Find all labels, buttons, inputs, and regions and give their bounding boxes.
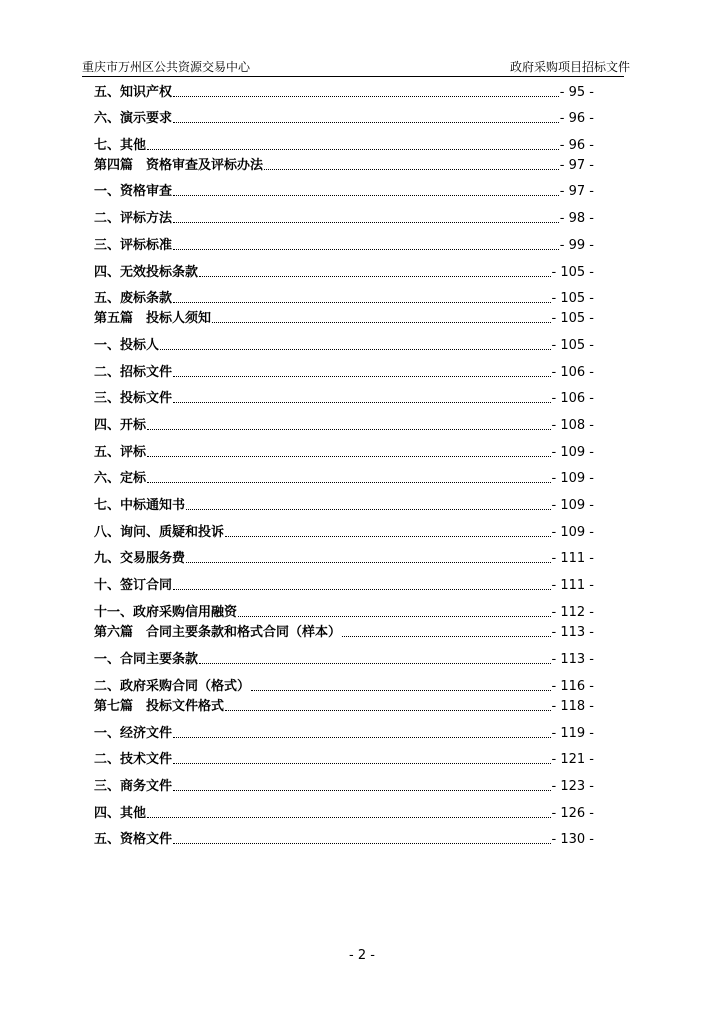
toc-entry-title: 一、合同主要条款 [94,652,199,667]
toc-leader-dots [199,663,551,664]
toc-entry[interactable] [94,338,594,354]
toc-entry[interactable] [94,238,594,254]
toc-entry-title: 第七篇 投标文件格式 [94,699,225,714]
toc-entry-page: - 97 - [559,184,594,199]
toc-entry-page: - 96 - [559,111,594,126]
toc-entry-title: 二、政府采购合同（格式） [94,679,251,694]
toc-leader-dots [173,376,551,377]
toc-entry-page: - 121 - [551,752,594,767]
toc-leader-dots [173,843,551,844]
toc-entry[interactable] [94,211,594,227]
toc-entry[interactable] [94,111,594,127]
page-number: - 2 - [349,948,375,963]
toc-entry-page: - 119 - [551,726,594,741]
toc-entry[interactable] [94,311,594,327]
toc-entry-title: 六、定标 [94,471,147,486]
toc-entry-page: - 106 - [551,391,594,406]
toc-leader-dots [173,589,551,590]
toc-entry-page: - 123 - [551,779,594,794]
toc-entry[interactable] [94,652,594,668]
toc-entry-page: - 118 - [551,699,594,714]
toc-leader-dots [186,509,551,510]
toc-leader-dots [212,322,551,323]
toc-entry[interactable] [94,418,594,434]
page-header [82,58,630,76]
toc-entry-page: - 108 - [551,418,594,433]
toc-leader-dots [173,763,551,764]
toc-entry[interactable] [94,551,594,567]
toc-entry[interactable] [94,445,594,461]
toc-entry-title: 七、其他 [94,138,147,153]
toc-entry[interactable] [94,85,594,101]
toc-entry[interactable] [94,752,594,768]
toc-leader-dots [186,562,551,563]
toc-entry[interactable] [94,291,594,307]
header-organization: 重庆市万州区公共资源交易中心 [82,60,251,74]
toc-entry-title: 五、知识产权 [94,85,173,100]
toc-entry-title: 第四篇 资格审查及评标办法 [94,158,264,173]
toc-leader-dots [147,456,551,457]
toc-entry[interactable] [94,779,594,795]
toc-entry-title: 五、废标条款 [94,291,173,306]
toc-leader-dots [225,536,551,537]
toc-leader-dots [173,222,559,223]
toc-leader-dots [173,122,559,123]
toc-leader-dots [147,149,559,150]
toc-entry-title: 四、无效投标条款 [94,265,199,280]
toc-leader-dots [238,616,551,617]
toc-entry-page: - 98 - [559,211,594,226]
toc-leader-dots [173,402,551,403]
toc-entry-page: - 95 - [559,85,594,100]
toc-leader-dots [147,482,551,483]
toc-entry-page: - 96 - [559,138,594,153]
toc-leader-dots [147,429,551,430]
toc-entry[interactable] [94,158,594,174]
toc-entry[interactable] [94,365,594,381]
toc-entry-page: - 113 - [551,652,594,667]
toc-entry-page: - 126 - [551,806,594,821]
toc-leader-dots [173,302,551,303]
toc-leader-dots [147,817,551,818]
toc-entry-page: - 97 - [559,158,594,173]
toc-entry-page: - 105 - [551,291,594,306]
toc-entry-title: 四、开标 [94,418,147,433]
toc-leader-dots [173,790,551,791]
toc-entry[interactable] [94,265,594,281]
toc-entry-page: - 111 - [551,578,594,593]
toc-leader-dots [160,349,551,350]
toc-leader-dots [173,96,559,97]
toc-entry-title: 第五篇 投标人须知 [94,311,212,326]
header-document-title: 政府采购项目招标文件 [509,60,630,74]
toc-entry-title: 五、资格文件 [94,832,173,847]
toc-entry-page: - 113 - [551,625,594,640]
toc-entry-page: - 109 - [551,525,594,540]
toc-entry-page: - 105 - [551,338,594,353]
toc-entry-page: - 109 - [551,471,594,486]
toc-leader-dots [225,710,551,711]
toc-entry-title: 六、演示要求 [94,111,173,126]
toc-entry-title: 七、中标通知书 [94,498,186,513]
toc-entry[interactable] [94,726,594,742]
toc-entry-title: 二、招标文件 [94,365,173,380]
toc-entry[interactable] [94,184,594,200]
toc-leader-dots [251,690,551,691]
toc-entry[interactable] [94,578,594,594]
toc-entry-title: 二、技术文件 [94,752,173,767]
toc-entry-page: - 112 - [551,605,594,620]
toc-entry-title: 十一、政府采购信用融资 [94,605,238,620]
toc-entry[interactable] [94,699,594,715]
toc-leader-dots [173,737,551,738]
toc-entry-title: 二、评标方法 [94,211,173,226]
toc-entry[interactable] [94,391,594,407]
toc-entry-page: - 111 - [551,551,594,566]
toc-entry[interactable] [94,138,594,154]
toc-entry-title: 八、询问、质疑和投诉 [94,525,225,540]
toc-entry-page: - 106 - [551,365,594,380]
toc-entry-page: - 99 - [559,238,594,253]
toc-entry-title: 四、其他 [94,806,147,821]
toc-entry-title: 三、评标标准 [94,238,173,253]
toc-entry-page: - 105 - [551,311,594,326]
toc-leader-dots [173,249,559,250]
toc-entry[interactable] [94,625,594,641]
toc-entry-title: 第六篇 合同主要条款和格式合同（样本） [94,625,342,640]
toc-entry-title: 五、评标 [94,445,147,460]
toc-entry-title: 九、交易服务费 [94,551,186,566]
toc-entry[interactable] [94,679,594,695]
toc-entry[interactable] [94,832,594,848]
toc-entry[interactable] [94,525,594,541]
toc-entry-title: 三、投标文件 [94,391,173,406]
toc-entry-title: 十、签订合同 [94,578,173,593]
toc-entry[interactable] [94,471,594,487]
toc-entry[interactable] [94,498,594,514]
toc-leader-dots [342,636,551,637]
toc-leader-dots [199,276,551,277]
toc-leader-dots [173,195,559,196]
toc-entry-title: 三、商务文件 [94,779,173,794]
toc-entry-page: - 109 - [551,445,594,460]
toc-entry[interactable] [94,605,594,621]
toc-leader-dots [264,169,559,170]
toc-entry-title: 一、资格审查 [94,184,173,199]
header-divider [82,76,624,77]
toc-entry-title: 一、经济文件 [94,726,173,741]
toc-entry-page: - 130 - [551,832,594,847]
toc-entry-page: - 116 - [551,679,594,694]
toc-entry-page: - 109 - [551,498,594,513]
toc-entry-title: 一、投标人 [94,338,160,353]
toc-entry-page: - 105 - [551,265,594,280]
toc-entry[interactable] [94,806,594,822]
